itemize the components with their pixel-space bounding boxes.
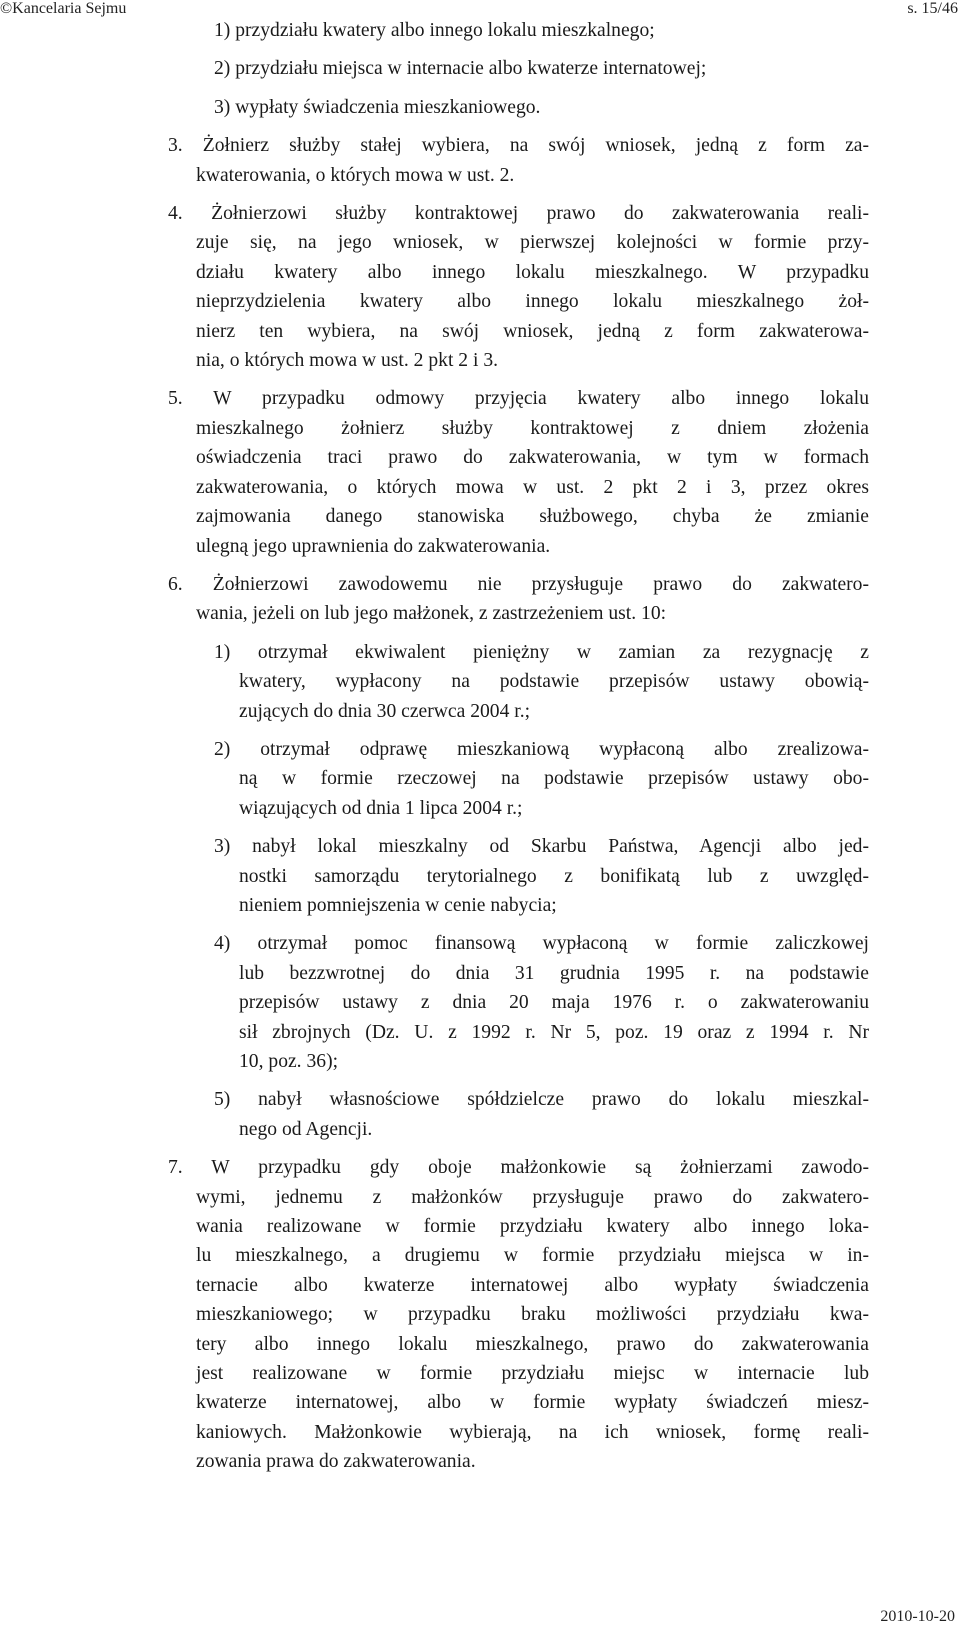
text-line: nieprzydzielenia kwatery albo innego lokalu mieszkalnego żoł- [196,291,869,313]
document-body [0,16,960,1477]
text-line: ną w formie rzeczowej na podstawie przepisów ustawy obo- [239,768,869,790]
sub-item-2 [214,735,869,823]
text-line: nieniem pomniejszenia w cenie nabycia; [239,894,557,916]
text-line: 5. W przypadku odmowy przyjęcia kwatery albo innego lokalu [168,388,869,410]
text-line: wania realizowane w formie przydziału kwatery albo innego loka- [196,1216,869,1238]
text-line: nia, o których mowa w ust. 2 pkt 2 i 3. [196,350,499,372]
text-line: nego od Agencji. [239,1118,373,1140]
sub-item-3 [214,832,869,920]
text-line: zowania prawa do zakwaterowania. [196,1451,476,1473]
text-line: 3. Żołnierz służby stałej wybiera, na swój wniosek, jedną z form za- [168,135,869,157]
text-line: wania, jeżeli on lub jego małżonek, z zastrzeżeniem ust. 10: [196,603,667,625]
sub-item-1 [214,638,869,726]
text-line: wymi, jednemu z małżonków przysługuje prawo do zakwatero- [196,1186,869,1208]
text-line: 4. Żołnierzowi służby kontraktowej prawo do zakwaterowania reali- [168,203,869,225]
text-line: mieszkaniowego; w przypadku braku możliwości przydziału kwa- [196,1304,869,1326]
text-line: kaniowych. Małżonkowie wybierają, na ich wniosek, formę reali- [196,1421,869,1443]
text-line: kwaterze internatowej, albo w formie wypłaty świadczeń miesz- [196,1392,869,1414]
list-item: 1) przydziału kwatery albo innego lokalu mieszkalnego; [214,20,655,41]
text-line: lub bezzwrotnej do dnia 31 grudnia 1995 r. na podstawie [239,962,869,984]
text-line: 2) otrzymał odprawę mieszkaniową wypłaconą albo zrealizowa- [214,738,869,760]
text-line: wiązujących od dnia 1 lipca 2004 r.; [239,797,523,819]
text-line: działu kwatery albo innego lokalu mieszkalnego. W przypadku [196,261,869,283]
text-line: 3) nabył lokal mieszkalny od Skarbu Państwa, Agencji albo jed- [214,836,869,858]
text-line: nierz ten wybiera, na swój wniosek, jedną z form zakwaterowa- [196,320,869,342]
text-line: nostki samorządu terytorialnego z bonifikatą lub z uwzględ- [239,865,869,887]
text-line: zuje się, na jego wniosek, w pierwszej kolejności w formie przy- [196,232,869,254]
paragraph-7 [168,1153,869,1476]
text-line: mieszkalnego żołnierz służby kontraktowej z dniem złożenia [196,417,869,439]
page-number: s. 15/46 [907,0,958,17]
text-line: zakwaterowania, o których mowa w ust. 2 pkt 2 i 3, przez okres [196,476,869,498]
list-item: 2) przydziału miejsca w internacie albo kwaterze internatowej; [214,58,707,80]
header-copyright: ©Kancelaria Sejmu [0,0,127,17]
paragraph-3 [168,131,869,190]
text-line: 4) otrzymał pomoc finansową wypłaconą w formie zaliczkowej [214,933,869,955]
paragraph-5 [168,384,869,560]
text-line: lu mieszkalnego, a drugiemu w formie przydziału miejsca w in- [196,1245,869,1267]
text-line: 6. Żołnierzowi zawodowemu nie przysługuje prawo do zakwatero- [168,573,869,595]
top-list [214,16,854,122]
text-line: sił zbrojnych (Dz. U. z 1992 r. Nr 5, poz. 19 oraz z 1994 r. Nr [239,1021,869,1043]
paragraph-6 [168,570,869,629]
list-item: 3) wypłaty świadczenia mieszkaniowego. [214,96,541,118]
text-line: kwaterowania, o których mowa w ust. 2. [196,164,515,186]
text-line: 5) nabył własnościowe spółdzielcze prawo do lokalu mieszkal- [214,1089,869,1111]
text-line: jest realizowane w formie przydziału miejsc w internacie lub [196,1363,869,1385]
text-line: zujących do dnia 30 czerwca 2004 r.; [239,700,531,722]
sub-item-4 [214,929,869,1076]
text-line: przepisów ustawy z dnia 20 maja 1976 r. o zakwaterowaniu [239,992,869,1014]
text-line: oświadczenia traci prawo do zakwaterowania, w tym w formach [196,447,869,469]
footer-date: 2010-10-20 [880,1608,955,1625]
text-line: 7. W przypadku gdy oboje małżonkowie są żołnierzami zawodo- [168,1157,869,1179]
text-line: 10, poz. 36); [239,1051,339,1072]
text-line: 1) otrzymał ekwiwalent pieniężny w zamian za rezygnację z [214,641,869,663]
text-line: tery albo innego lokalu mieszkalnego, prawo do zakwaterowania [196,1333,869,1355]
text-line: ulegną jego uprawnienia do zakwaterowania. [196,535,551,557]
paragraph-4 [168,199,869,375]
text-line: zajmowania danego stanowiska służbowego, chyba że zmianie [196,506,869,528]
sub-item-5 [214,1085,869,1144]
text-line: ternacie albo kwaterze internatowej albo wypłaty świadczenia [196,1274,869,1296]
text-line: kwatery, wypłacony na podstawie przepisów ustawy obowią- [239,671,869,693]
